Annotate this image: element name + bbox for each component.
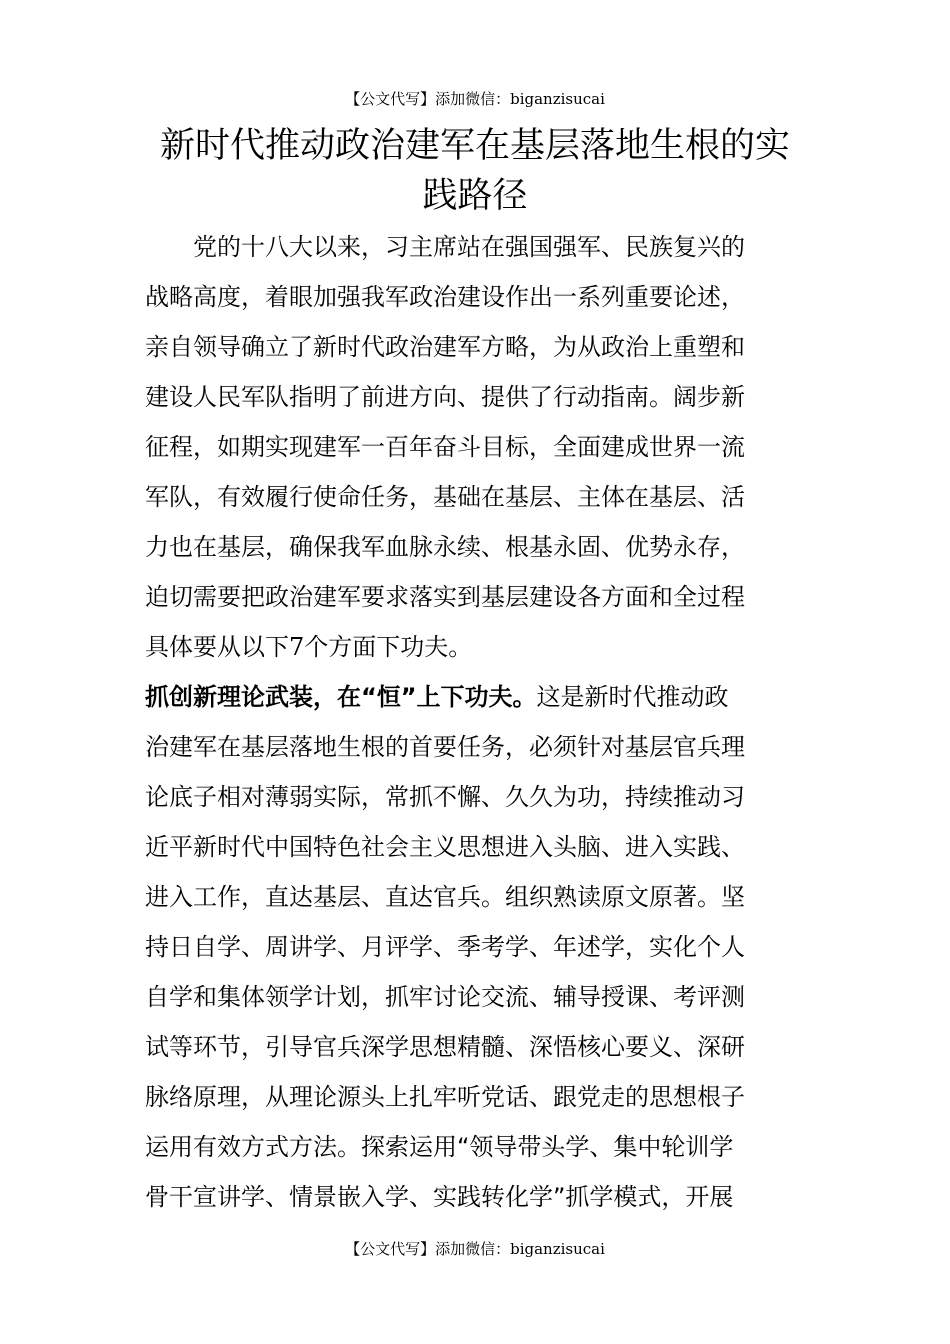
body-line: 近平新时代中国特色社会主义思想进入头脑、进入实践、 <box>145 833 745 861</box>
body-line-text: 个方面下功夫。 <box>304 633 473 661</box>
body-line: 亲自领导确立了新时代政治建军方略，为从政治上重塑和 <box>145 333 745 361</box>
body-line <box>145 672 810 722</box>
body-line-number: 7 <box>289 633 305 661</box>
body-line: 征程，如期实现建军一百年奋斗目标，全面建成世界一流 <box>145 433 745 461</box>
body-line: 力也在基层，确保我军血脉永续、根基永固、优势永存， <box>145 533 745 561</box>
body-line: 进入工作，直达基层、直达官兵。组织熟读原文原著。坚 <box>145 883 745 911</box>
title-line-1: 新时代推动政治建军在基层落地生根的实 <box>159 126 790 166</box>
body-line: 持日自学、周讲学、月评学、季考学、年述学，实化个人 <box>145 933 745 961</box>
body-line: 自学和集体领学计划，抓牢讨论交流、辅导授课、考评测 <box>145 983 745 1011</box>
body-line: 试等环节，引导官兵深学思想精髓、深悟核心要义、深研 <box>145 1033 745 1061</box>
title-line-2: 践路径 <box>422 176 528 216</box>
body-line-text: 具体要从以下 <box>145 633 289 661</box>
body-line: 论底子相对薄弱实际，常抓不懈、久久为功，持续推动习 <box>145 783 745 811</box>
body-line: 建设人民军队指明了前进方向、提供了行动指南。阔步新 <box>145 383 745 411</box>
body-line: 运用有效方式方法。探索运用“领导带头学、集中轮训学 <box>145 1133 734 1161</box>
page-header: 【公文代写】添加微信：biganzisucai <box>345 90 605 108</box>
page-footer: 【公文代写】添加微信：biganzisucai <box>345 1240 605 1258</box>
body-line: 治建军在基层落地生根的首要任务，必须针对基层官兵理 <box>145 733 745 761</box>
body-line <box>145 622 810 672</box>
body-line: 战略高度，着眼加强我军政治建设作出一系列重要论述， <box>145 283 745 311</box>
body-line-text: 这是新时代推动政 <box>536 683 729 711</box>
body-line: 军队，有效履行使命任务，基础在基层、主体在基层、活 <box>145 483 745 511</box>
body-text <box>145 222 810 1222</box>
body-line: 迫切需要把政治建军要求落实到基层建设各方面和全过程 <box>145 583 745 611</box>
document-title <box>145 121 805 221</box>
body-line: 脉络原理，从理论源头上扎牢听党话、跟党走的思想根子 <box>145 1083 745 1111</box>
body-line: 党的十八大以来，习主席站在强国强军、民族复兴的 <box>193 233 745 261</box>
body-line: 骨干宣讲学、情景嵌入学、实践转化学”抓学模式，开展 <box>145 1183 734 1211</box>
section-heading: 抓创新理论武装，在“恒”上下功夫。 <box>145 683 537 711</box>
